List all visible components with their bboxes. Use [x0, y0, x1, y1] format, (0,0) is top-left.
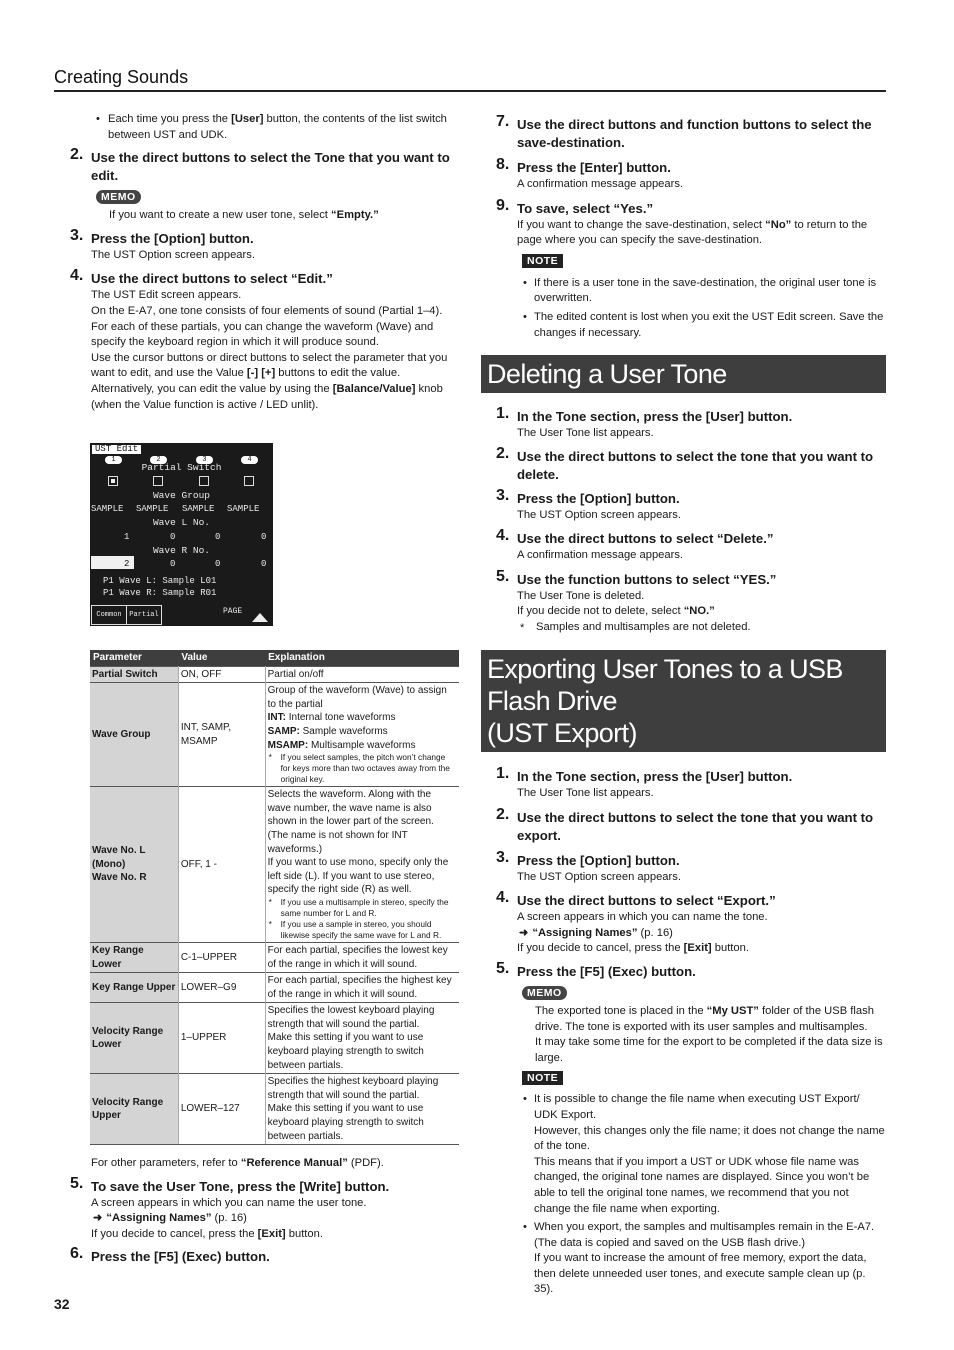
export-heading: Exporting User Tones to a USB Flash Drive (UST Export) — [481, 650, 886, 752]
export-step-4-cancel: If you decide to cancel, press the [Exit] button. — [517, 942, 749, 955]
export-step-2: 2. Use the direct buttons to select the tone that you want to export. — [496, 805, 874, 843]
export-note-badge: NOTE — [522, 1071, 563, 1085]
step-5-body: A screen appears in which you can name the user tone. — [91, 1196, 367, 1209]
memo-badge: MEMO — [96, 190, 141, 204]
lcd-wave-l-4: 0 — [261, 532, 267, 542]
step-3-body: The UST Option screen appears. — [91, 248, 255, 261]
step-4: 4. Use the direct buttons to select “Edit.” — [70, 267, 333, 287]
delete-asterisk-note: * Samples and multisamples are not deleted. — [520, 620, 751, 634]
step-9-body: If you want to change the save-destination, select “No” to return to the page where you can specify the save-destination. — [517, 218, 868, 247]
section-label: Creating Sounds — [54, 67, 189, 87]
header-value: Value — [178, 650, 265, 666]
delete-step-5-cancel: If you decide not to delete, select “NO.” — [517, 605, 715, 618]
parameter-table — [90, 650, 459, 1145]
export-step-4-body: A screen appears in which you can name the tone. — [517, 911, 768, 924]
export-memo-2: It may take some time for the export to be completed if the data size is large. — [535, 1036, 883, 1064]
delete-step-1-body: The User Tone list appears. — [517, 427, 654, 439]
partial-4-checkbox — [244, 476, 254, 486]
export-step-1: 1. In the Tone section, press the [User] button. — [496, 765, 793, 784]
export-note-bullet-1: • It is possible to change the file name when executing UST Export/ UDK Export. However, this changes only the file name; it does not change the name of the tone. This means that if you import a UST or UDK whose file name was changed, the original tone names are displayed. Since you won’t be able to tell the original tone names, we recommend that you not change the file name when exporting. — [523, 1093, 885, 1215]
lcd-wave-group-label: Wave Group — [152, 490, 210, 501]
arrow-right-icon: ➜ — [93, 1212, 103, 1225]
table-row: Partial Switch ON, OFF Partial on/off — [90, 666, 459, 683]
delete-step-3-body: The UST Option screen appears. — [517, 508, 681, 521]
header-parameter: Parameter — [90, 650, 178, 666]
lcd-partial-switch-label: Partial Switch — [141, 462, 222, 473]
partial-pill-3: 3 — [196, 456, 213, 464]
partial-pill-4: 4 — [241, 456, 258, 464]
delete-step-3: 3. Press the [Option] button. — [496, 486, 680, 506]
left-column-lower — [72, 1156, 460, 1266]
partial-pill-2: 2 — [150, 456, 167, 464]
step-3: 3. Press the [Option] button. — [70, 226, 254, 246]
memo-text: If you want to create a new user tone, select “Empty.” — [109, 209, 379, 222]
export-step-5: 5. Press the [F5] (Exec) button. — [496, 959, 696, 979]
lcd-wave-l-3: 0 — [215, 532, 221, 542]
page-number: 32 — [54, 1296, 70, 1312]
partial-3-checkbox — [199, 476, 209, 486]
delete-step-1: 1. In the Tone section, press the [User] button. — [496, 405, 793, 424]
lcd-wave-l-1: 1 — [124, 532, 130, 542]
delete-step-5: 5. Use the function buttons to select “YES.” — [496, 567, 777, 587]
lcd-wave-group-4: SAMPLE — [227, 504, 260, 514]
delete-step-2: 2. Use the direct buttons to select the tone that you want to delete. — [496, 444, 874, 482]
lcd-p1-wave-r: P1 Wave R: Sample R01 — [103, 588, 217, 598]
delete-heading: Deleting a User Tone — [481, 355, 886, 393]
table-row: Key Range Upper LOWER–G9 For each partial, specifies the highest key of the range in which it will sound. — [90, 973, 459, 1003]
partial-pill-1: 1 — [105, 456, 122, 464]
step-4-body-1: The UST Edit screen appears. — [91, 289, 242, 302]
right-column — [498, 112, 886, 341]
export-note-bullet-2: • When you export, the samples and multisamples remain in the E-A7. (The data is copied and saved on the USB flash drive.) If you want to increase the amount of free memory, export the data, then delete unneeded user tones, and execute sample clean up (p. 35). — [523, 1221, 875, 1296]
export-memo-1: The exported tone is placed in the “My UST” folder of the USB flash drive. The tone is exported with its user samples and multisamples. — [535, 1004, 874, 1033]
table-row: Velocity Range Lower 1–UPPER Specifies the lowest keyboard playing strength that will sound the partial. Make this setting if you want to use keyboard playing strength to switch between partials. — [90, 1003, 459, 1074]
lcd-wave-group-3: SAMPLE — [182, 504, 215, 514]
step-9: 9. To save, select “Yes.” — [496, 196, 654, 216]
table-row: Wave No. L (Mono) Wave No. R OFF, 1 - Selects the waveform. Along with the wave number, the wave name is also shown in the lower part of the screen. (The name is not shown for INT waveforms.) If you want to use mono, specify only the left side (L). If you want to use stereo, specify the right side (R) as well. * If you use a multisample in stereo, specify the same number for L and R. * If you use a sample in stereo, you should likewise specify the same wave for L and R. — [90, 787, 459, 943]
delete-step-4-body: A confirmation message appears. — [517, 549, 684, 562]
lcd-wave-group-2: SAMPLE — [136, 504, 169, 514]
left-column — [72, 112, 460, 413]
step-6: 6. Press the [F5] (Exec) button. — [70, 1245, 270, 1265]
step-5-reference: ➜ “Assigning Names” (p. 16) — [93, 1212, 247, 1225]
export-step-4: 4. Use the direct buttons to select “Export.” — [496, 889, 776, 909]
lcd-wave-r-4: 0 — [261, 559, 267, 569]
step-4-body-4: Use the cursor buttons or direct buttons to select the parameter that you want to edit, and use the Value [-] [+] buttons to edit the value. Alternatively, you can edit the value by using the [Balance/Value] knob (when the Value function is active / LED unlit). — [91, 351, 448, 411]
step-5-cancel: If you decide to cancel, press the [Exit] button. — [91, 1227, 323, 1240]
export-step-3-body: The UST Option screen appears. — [517, 870, 681, 883]
arrow-right-icon: ➜ — [519, 926, 529, 939]
lcd-common-button: Common — [91, 605, 127, 625]
note-bullet-1: • If there is a user tone in the save-destination, the original user tone is overwritten. — [523, 276, 877, 305]
partial-2-checkbox — [153, 476, 163, 486]
lcd-wave-r-3: 0 — [215, 559, 221, 569]
lcd-wave-r-label: Wave R No. — [152, 545, 210, 556]
top-rule — [54, 90, 886, 92]
step-5: 5. To save the User Tone, press the [Write] button. — [70, 1174, 390, 1194]
lcd-wave-group-1: SAMPLE — [91, 504, 124, 514]
table-row: Wave Group INT, SAMP, MSAMP Group of the waveform (Wave) to assign to the partial INT: Internal tone waveforms SAMP: Sample waveforms MSAMP: Multisample waveforms * If you select samples, the pitch won’t change for keys more than two octaves away from the original key. — [90, 683, 459, 787]
step-8-body: A confirmation message appears. — [517, 178, 684, 190]
lcd-wave-r-1: 2 — [124, 559, 130, 569]
step-2: 2. Use the direct buttons to select the Tone that you want to edit. — [70, 146, 450, 184]
delete-section — [487, 355, 886, 636]
header-explanation: Explanation — [265, 650, 459, 666]
delete-step-5-body: The User Tone is deleted. — [517, 589, 645, 602]
lcd-wave-l-2: 0 — [170, 532, 176, 542]
export-section — [487, 650, 886, 1298]
step-7: 7. Use the direct buttons and function buttons to select the save-destination. — [496, 113, 872, 150]
step-8: 8. Press the [Enter] button. — [496, 156, 671, 175]
other-params-text: For other parameters, refer to “Reference Manual” (PDF). — [91, 1157, 384, 1169]
lcd-title: UST Edit — [92, 445, 141, 454]
export-step-1-body: The User Tone list appears. — [517, 787, 654, 799]
ust-edit-screen — [90, 443, 273, 626]
step-4-body-3: For each of these partials, you can change the waveform (Wave) and specify the keyboard region in which it will produce sound. — [91, 320, 434, 349]
lcd-page-label: PAGE — [223, 607, 243, 616]
table-row: Velocity Range Upper LOWER–127 Specifies the highest keyboard playing strength that will sound the partial. Make this setting if you want to use keyboard playing strength to switch between partials. — [90, 1074, 459, 1145]
delete-step-4: 4. Use the direct buttons to select “Delete.” — [496, 527, 774, 547]
export-memo-badge: MEMO — [522, 986, 567, 1000]
table-header-row — [90, 650, 459, 666]
table-row: Key Range Lower C-1–UPPER For each partial, specifies the lowest key of the range in which it will sound. — [90, 942, 459, 972]
export-step-4-reference: ➜ “Assigning Names” (p. 16) — [519, 926, 673, 939]
lcd-wave-l-label: Wave L No. — [152, 517, 210, 528]
partial-1-checkbox — [108, 476, 118, 486]
lcd-page-arrow-icon — [250, 611, 270, 623]
step-4-body-2: On the E-A7, one tone consists of four elements of sound (Partial 1–4). — [91, 304, 443, 317]
note-badge: NOTE — [522, 254, 563, 268]
lcd-wave-r-2: 0 — [170, 559, 176, 569]
lcd-p1-wave-l: P1 Wave L: Sample L01 — [103, 576, 217, 586]
lcd-partial-button: Partial — [126, 605, 162, 625]
note-bullet-2: • The edited content is lost when you exit the UST Edit screen. Save the changes if necessary. — [523, 310, 884, 339]
intro-bullet: • Each time you press the [User] button, the contents of the list switch between UST and UDK. — [96, 113, 447, 141]
export-step-3: 3. Press the [Option] button. — [496, 848, 680, 868]
